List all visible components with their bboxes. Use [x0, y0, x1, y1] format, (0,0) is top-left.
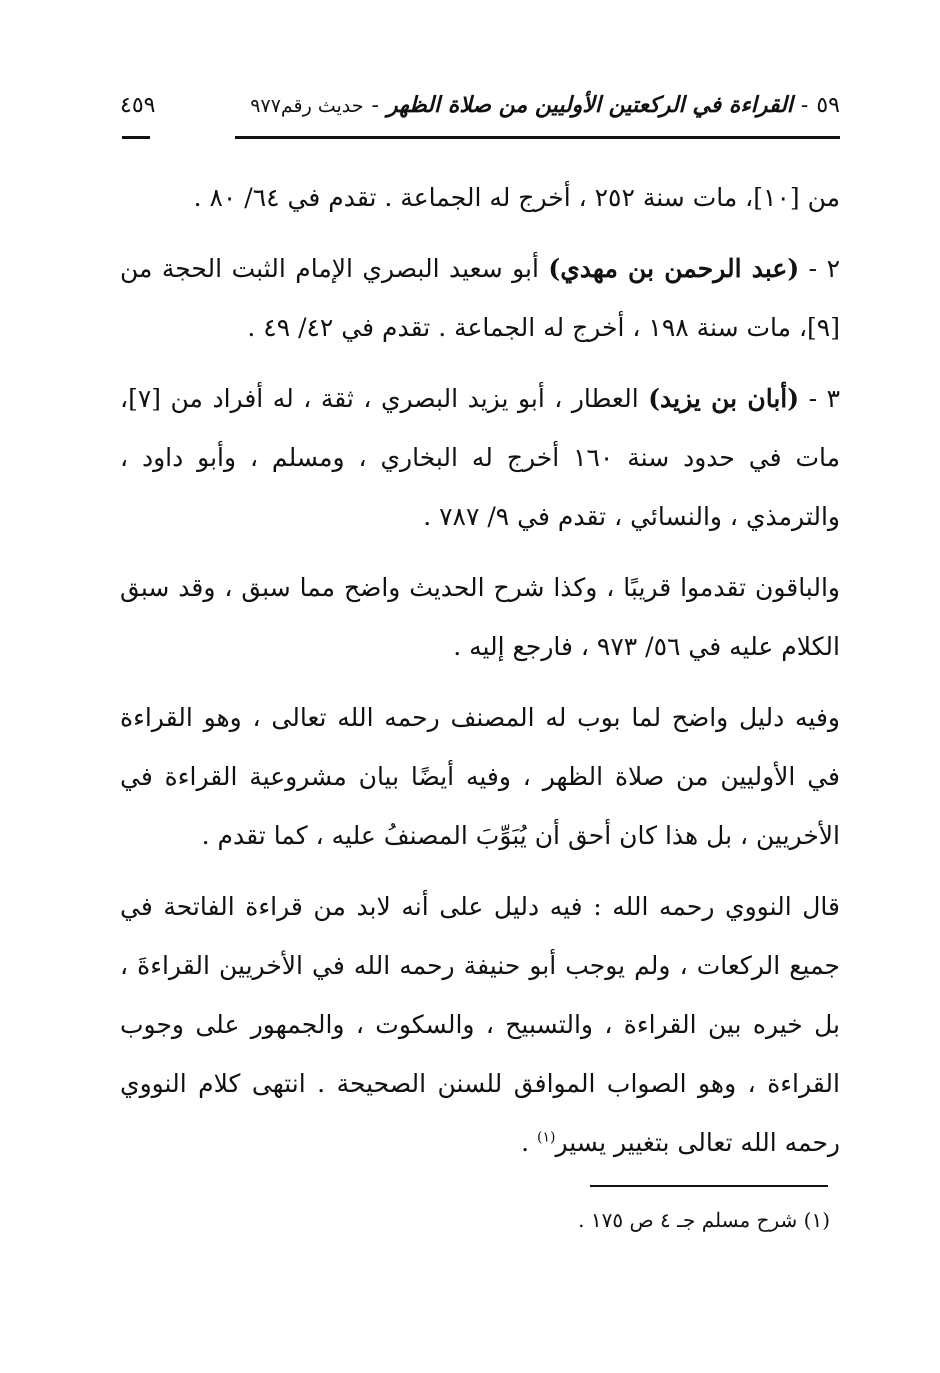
- narrator-entry: ٣ - (أبان بن يزيد) العطار ، أبو يزيد البصري ، ثقة ، له أفراد من [٧]، مات في حدود سنة ١٦٠ أخرج له البخاري ، ومسلم ، وأبو داود ، والترمذي ، والنسائي ، تقدم في ٩/ ٧٨٧ .: [120, 384, 840, 531]
- narrator-name: (عبد الرحمن بن مهدي): [548, 254, 800, 283]
- footnote-ref[interactable]: (١): [536, 1129, 556, 1146]
- header-rule-short: [122, 136, 150, 139]
- paragraph: والباقون تقدموا قريبًا ، وكذا شرح الحديث واضح مما سبق ، وقد سبق الكلام عليه في ٥٦/ ٩٧٣ ، فارجع إليه .: [120, 573, 840, 661]
- page-number: ٤٥٩: [120, 93, 156, 118]
- footnote: (١) شرح مسلم جـ ٤ ص ١٧٥ .: [578, 1208, 830, 1232]
- entry-number: ٣ -: [799, 384, 840, 413]
- paragraph: قال النووي رحمه الله : فيه دليل على أنه لابد من قراءة الفاتحة في جميع الركعات ، ولم يوجب أبو حنيفة رحمه الله في الأخريين القراءةَ ، بل خيره بين القراءة ، والتسبيح ، والسكوت ، والجمهور على وجوب القراءة ، وهو الصواب الموافق للسنن الصحيحة . انتهى كلام النووي رحمه الله تعالى بتغيير يسير$^{(١)}$ .: [120, 892, 840, 1157]
- footnote-rule: [590, 1185, 828, 1187]
- entry-number: ٢ -: [799, 254, 840, 283]
- header-rule: [235, 136, 840, 139]
- running-header: ٥٩ - القراءة في الركعتين الأوليين من صلاة الظهر - حديث رقم٩٧٧ ٤٥٩: [120, 92, 840, 118]
- chapter-title: القراءة في الركعتين الأوليين من صلاة الظهر: [386, 92, 793, 118]
- hadith-number: حديث رقم٩٧٧: [250, 95, 364, 117]
- narrator-entry: ٢ - (عبد الرحمن بن مهدي) أبو سعيد البصري الإمام الثبت الحجة من [٩]، مات سنة ١٩٨ ، أخرج له الجماعة . تقدم في ٤٢/ ٤٩ .: [120, 254, 840, 342]
- main-text: [120, 168, 840, 1184]
- paragraph: من [١٠]، مات سنة ٢٥٢ ، أخرج له الجماعة . تقدم في ٦٤/ ٨٠ .: [193, 183, 840, 212]
- chapter-number: ٥٩: [816, 93, 840, 118]
- paragraph: وفيه دليل واضح لما بوب له المصنف رحمه الله تعالى ، وهو القراءة في الأوليين من صلاة الظهر ، وفيه أيضًا بيان مشروعية القراءة في الأخريين ، بل هذا كان أحق أن يُبَوِّبَ المصنفُ عليه ، كما تقدم .: [120, 703, 840, 850]
- narrator-name: (أبان بن يزيد): [648, 384, 800, 413]
